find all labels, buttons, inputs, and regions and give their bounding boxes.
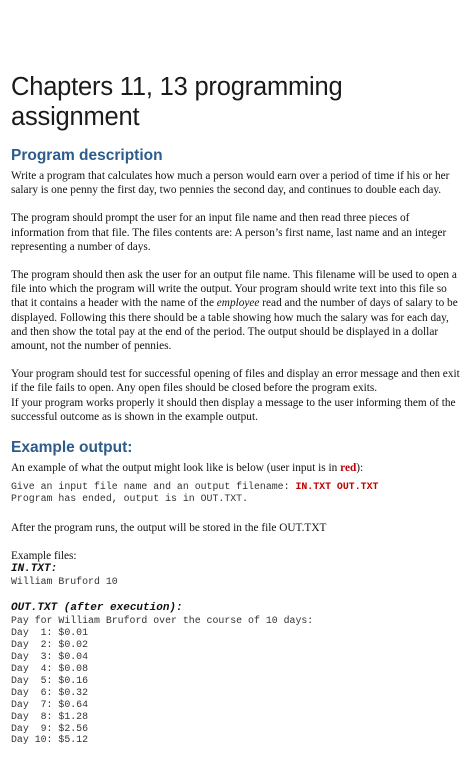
out-row: Day 9: $2.56: [11, 722, 89, 734]
out-row: Day 5: $0.16: [11, 674, 89, 686]
out-row: Day 7: $0.64: [11, 698, 89, 710]
out-file-label: OUT.TXT (after execution):: [11, 602, 183, 615]
in-file-label: IN.TXT:: [11, 563, 58, 576]
out-row: Day 1: $0.01: [11, 627, 89, 639]
console-user-input: IN.TXT OUT.TXT: [295, 481, 379, 493]
console-prompt: Give an input file name and an output filename:: [11, 481, 296, 493]
out-row: Day 2: $0.02: [11, 639, 89, 651]
console-line-1: [11, 481, 462, 493]
spacer: [11, 588, 462, 602]
intro-red-word: red: [340, 462, 357, 475]
out-file-rows: [11, 627, 462, 746]
example-output-intro: [11, 461, 462, 475]
page-title: Chapters 11, 13 programming assignment: [11, 73, 343, 131]
description-paragraph-4-line-2: If your program works properly it should then display a message to the user informing them of the successful outcome as is shown in the example output.: [11, 396, 456, 423]
out-row: Day 4: $0.08: [11, 663, 89, 674]
description-paragraph-2: The program should prompt the user for an input file name and then read three pieces of information from that file. The files contents are: A person’s first name, last name and an integer representing a number of days.: [11, 212, 447, 253]
out-row: Day 10: $5.12: [11, 734, 89, 746]
paragraph-3-text-after: read and the number of days of salary to be displayed. Following this there should be a table showing how much the salary was for each day, and then show the total pay at the end of the period. The output should be displayed in a dollar amount, not the number of pennies.: [11, 297, 458, 353]
program-description-heading: Program description: [11, 147, 163, 164]
example-output-heading: Example output:: [11, 439, 133, 457]
description-paragraph-1: Write a program that calculates how much a person would earn over a period of time if his or her salary is one penny the first day, two pennies the second day, and continues to double each day.: [11, 170, 450, 197]
in-file-content: William Bruford 10: [11, 576, 118, 588]
out-row: Day 3: $0.04: [11, 651, 89, 663]
description-paragraph-3: [11, 268, 462, 353]
console-line-2: Program has ended, output is in OUT.TXT.: [11, 493, 249, 505]
intro-text-before: An example of what the output might look like is below (user input is in: [11, 462, 341, 475]
out-row: Day 8: $1.28: [11, 710, 89, 722]
example-files-label: Example files:: [11, 550, 77, 563]
out-row: Day 6: $0.32: [11, 686, 89, 698]
paragraph-3-text-before: The program should then ask the user for an output file name. This filename will be used to open a file into which the program will write the output. Your program should write text into this file so that it contains a header with the name of the: [11, 269, 457, 310]
intro-text-after: ):: [356, 462, 364, 475]
description-paragraph-4-line-1: Your program should test for successful opening of files and display an error message and then exit if the file fails to open. Any open files should be closed before the program exits.: [11, 368, 460, 395]
after-run-text: After the program runs, the output will be stored in the file OUT.TXT: [11, 522, 327, 535]
out-file-header: Pay for William Bruford over the course of 10 days:: [11, 615, 314, 627]
console-output: [11, 481, 462, 505]
employee-emphasis: employee: [216, 297, 260, 310]
